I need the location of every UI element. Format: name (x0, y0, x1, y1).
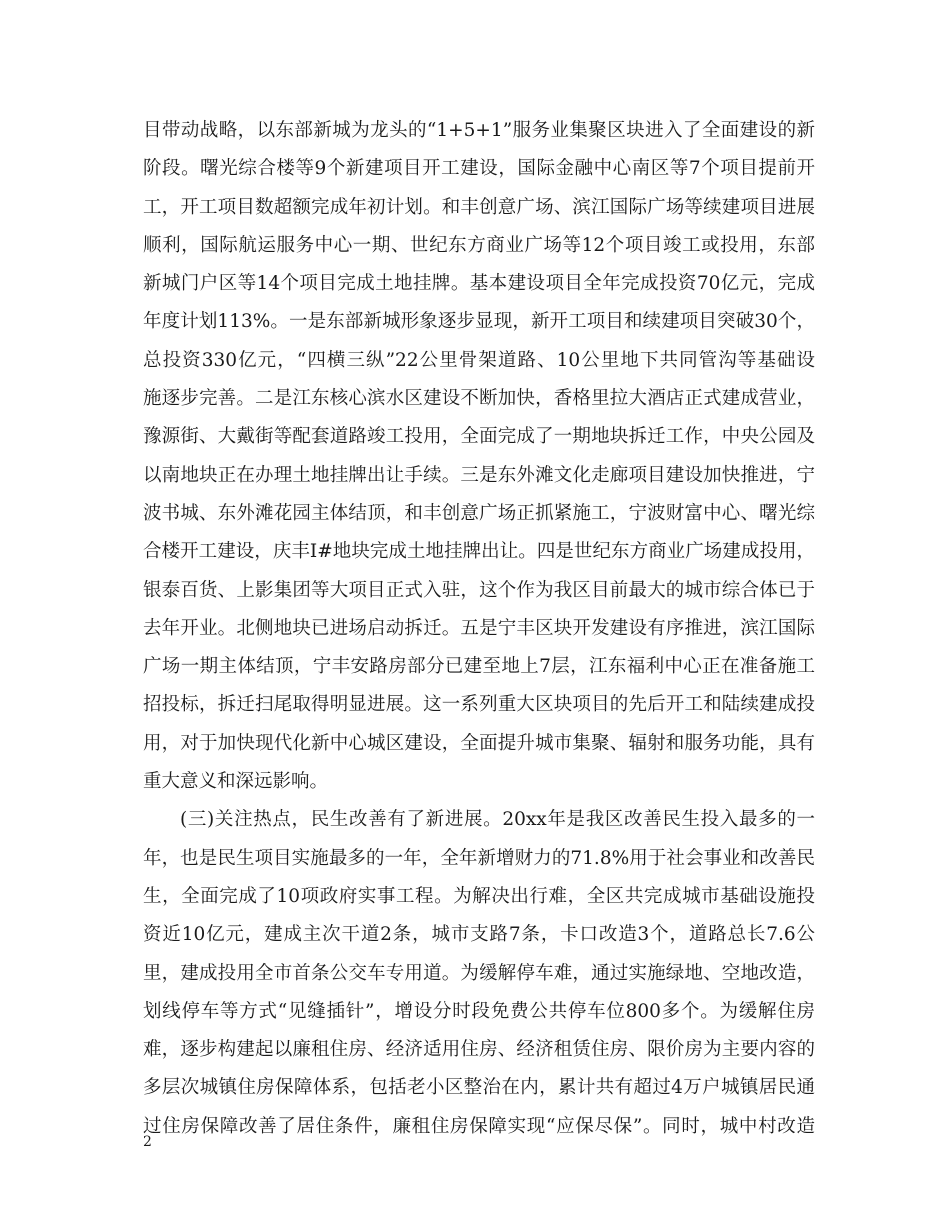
text-line: 阶段。曙光综合楼等9个新建项目开工建设，国际金融中心南区等7个项目提前开 (143, 158, 815, 180)
text-line: 目带动战略，以东部新城为龙头的“1+5+1”服务业集聚区块进入了全面建设的新 (143, 120, 815, 141)
text-line: 施逐步完善。二是江东核心滨水区建设不断加快，香格里拉大酒店正式建成营业， (143, 388, 815, 410)
body-text (143, 112, 815, 1146)
text-line: 波书城、东外滩花园主体结顶，和丰创意广场正抓紧施工，宁波财富中心、曙光综 (143, 502, 815, 524)
text-line: 年度计划113%。一是东部新城形象逐步显现，新开工项目和续建项目突破30个， (143, 311, 815, 333)
text-line: 新城门户区等14个项目完成土地挂牌。基本建设项目全年完成投资70亿元，完成 (143, 273, 815, 295)
text-line: 年，也是民生项目实施最多的一年，全年新增财力的71.8%用于社会事业和改善民 (143, 847, 815, 869)
text-line: 总投资330亿元，“四横三纵”22公里骨架道路、10公里地下共同管沟等基础设 (143, 349, 815, 371)
text-line: 招投标，拆迁扫尾取得明显进展。这一系列重大区块项目的先后开工和陆续建成投 (143, 694, 815, 716)
text-line: 资近10亿元，建成主次干道2条，城市支路7条，卡口改造3个，道路总长7.6公 (143, 924, 815, 946)
text-line: 多层次城镇住房保障体系，包括老小区整治在内，累计共有超过4万户城镇居民通 (143, 1077, 815, 1099)
text-line: 顺利，国际航运服务中心一期、世纪东方商业广场等12个项目竣工或投用，东部 (143, 234, 815, 256)
paragraph-heading-line: (三)关注热点，民生改善有了新进展。20xx年是我区改善民生投入最多的一 (180, 809, 815, 831)
text-line: 重大意义和深远影响。 (143, 771, 329, 793)
text-line: 难，逐步构建起以廉租住房、经济适用住房、经济租赁住房、限价房为主要内容的 (143, 1039, 815, 1061)
text-line: 银泰百货、上影集团等大项目正式入驻，这个作为我区目前最大的城市综合体已于 (143, 579, 815, 601)
text-line: 里，建成投用全市首条公交车专用道。为缓解停车难，通过实施绿地、空地改造， (143, 962, 815, 984)
page-number: 2 (143, 1134, 152, 1150)
text-line: 去年开业。北侧地块已进场启动拆迁。五是宁丰区块开发建设有序推进，滨江国际 (143, 617, 815, 639)
text-line: 以南地块正在办理土地挂牌出让手续。三是东外滩文化走廊项目建设加快推进，宁 (143, 464, 815, 486)
text-line: 用，对于加快现代化新中心城区建设，全面提升城市集聚、辐射和服务功能，具有 (143, 732, 815, 754)
text-line: 合楼开工建设，庆丰I#地块完成土地挂牌出让。四是世纪东方商业广场建成投用， (143, 541, 815, 563)
text-line: 工，开工项目数超额完成年初计划。和丰创意广场、滨江国际广场等续建项目进展 (143, 196, 815, 218)
text-line: 过住房保障改善了居住条件，廉租住房保障实现“应保尽保”。同时，城中村改造 (143, 1115, 815, 1137)
text-line: 生，全面完成了10项政府实事工程。为解决出行难，全区共完成城市基础设施投 (143, 885, 815, 907)
text-line: 广场一期主体结顶，宁丰安路房部分已建至地上7层，江东福利中心正在准备施工 (143, 656, 815, 678)
text-line: 豫源街、大戴街等配套道路竣工投用，全面完成了一期地块拆迁工作，中央公园及 (143, 426, 815, 448)
text-line: 划线停车等方式“见缝插针”，增设分时段免费公共停车位800多个。为缓解住房 (143, 1000, 815, 1022)
